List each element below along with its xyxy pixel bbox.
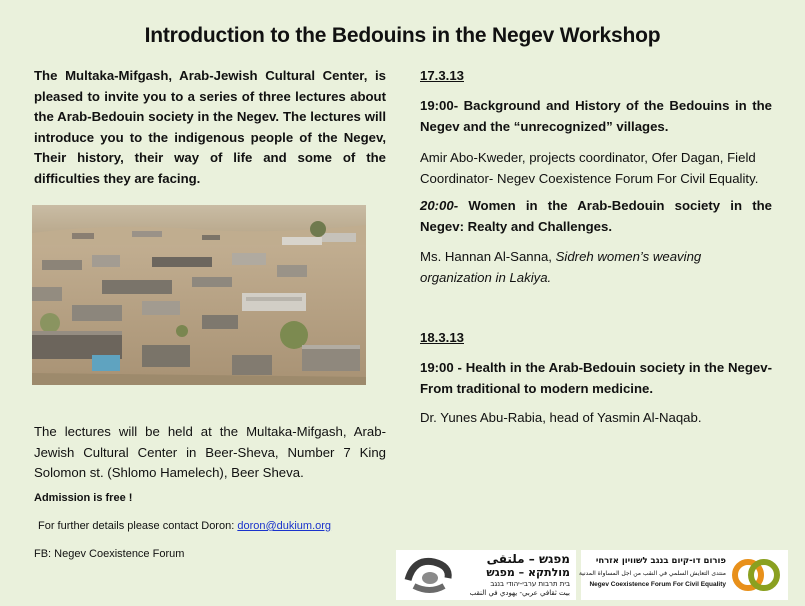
intro-paragraph: The Multaka-Mifgash, Arab-Jewish Cultural Center, is pleased to invite you to a series of three lectures about the Arab-Bedouin society in the Negev. The lectures will introduce you to the indigenous people of the Negev, Their history, their way of life and some of the difficulties they are facing. [34,68,386,186]
day1-lecture1-title: 19:00- Background and History of the Bedouins in the Negev and the “unrecognized” villages. [420,98,772,134]
admission-note: Admission is free ! [34,492,133,504]
multaka-logo-line4: بيت ثقافي عربي- يهودي في النقب [469,589,570,597]
contact-text: For further details please contact Doron: [38,520,238,532]
forum-logo-line2: منتدى التعايش السلمي في النقب من اجل المساواة المدنية [578,570,726,577]
day2-date: 18.3.13 [420,330,464,345]
contact-email-link[interactable]: doron@dukium.org [237,520,332,532]
forum-rings-icon [728,555,784,595]
multaka-logo-line1: מפגש – ملتقى [486,552,570,566]
day2-lecture-title: 19:00 - Health in the Arab-Bedouin society in the Negev- From traditional to modern medicine. [420,360,772,396]
multaka-logo-line2: מולתקא – מפגש [486,566,570,579]
day1-lecture2-speaker: Ms. Hannan Al-Sanna, [420,249,552,264]
day1-lecture2 [420,196,772,237]
day1-lecture2-title: Women in the Arab-Bedouin society in the Negev: Realty and Challenges. [420,198,772,234]
bedouin-village-photo [32,205,366,385]
multaka-logo-line3: בית תרבות ערבי-יהודי בנגב [490,580,570,588]
day1-lecture2-org: Sidreh women’s weaving organization in Lakiya. [420,249,702,285]
day1-lecture1-speakers: Amir Abo-Kweder, projects coordinator, Ofer Dagan, Field Coordinator- Negev Coexistence Forum For Civil Equality. [420,150,759,186]
multaka-mifgash-logo [396,550,576,600]
day2-lecture-speaker: Dr. Yunes Abu-Rabia, head of Yasmin Al-Naqab. [420,410,702,425]
negev-coexistence-forum-logo [578,550,788,600]
page-title: Introduction to the Bedouins in the Negev Workshop [144,24,661,47]
day1-lecture2-time: 20:00- [420,198,459,213]
venue-paragraph: The lectures will be held at the Multaka-Mifgash, Arab-Jewish Cultural Center in Beer-Sheva, Number 7 King Solomon st. (Shlomo Hamelech), Beer Sheva. [34,424,386,480]
contact-line [38,520,331,532]
forum-logo-line1: פורום דו-קיום בנגב לשוויון אזרחי [595,556,726,566]
day1-date: 17.3.13 [420,68,464,83]
multaka-swirl-icon [400,550,460,600]
forum-logo-line3: Negev Coexistence Forum For Civil Equality [589,581,726,588]
facebook-line: FB: Negev Coexistence Forum [34,548,185,560]
day1-lecture2-speaker-line [420,247,772,288]
